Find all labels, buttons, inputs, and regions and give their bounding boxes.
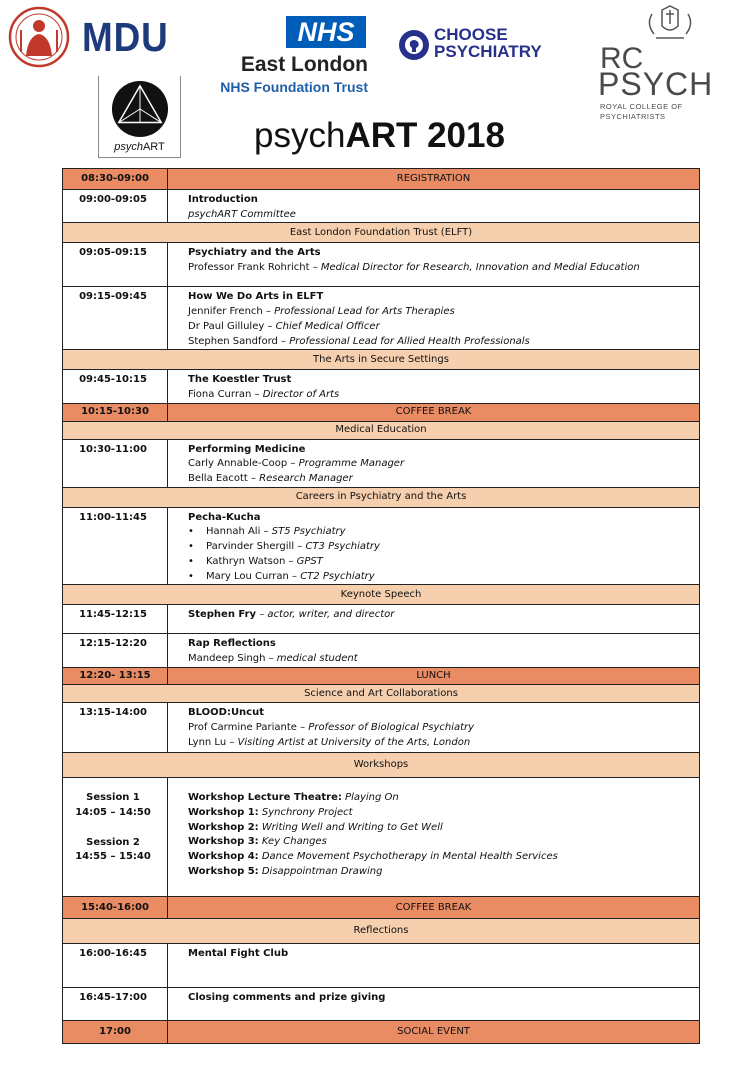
event-speaker: [188, 652, 695, 667]
session-times-cell: [63, 778, 168, 897]
event-title: Psychiatry and the Arts: [188, 247, 321, 259]
section-header-label: Science and Art Collaborations: [63, 685, 700, 703]
event-cell: [168, 439, 700, 487]
page-title-prefix: psych: [254, 116, 346, 155]
event-cell: [168, 634, 700, 668]
schedule-row-mental-fight-club: [63, 944, 700, 988]
speaker-role: medical student: [276, 652, 358, 664]
section-header-label: The Arts in Secure Settings: [63, 350, 700, 370]
elft-logo-name: East London: [240, 53, 368, 76]
event-title: Mental Fight Club: [188, 948, 289, 960]
speaker-name: Hannah Ali –: [206, 526, 272, 538]
session-1-time: 14:05 – 14:50: [75, 806, 151, 818]
speaker-role: GPST: [296, 555, 323, 567]
section-header-secure-settings: [63, 350, 700, 370]
speaker-name: Carly Annable-Coop –: [188, 458, 299, 470]
schedule-row-stephen-fry: [63, 605, 700, 634]
section-header-science-art: [63, 685, 700, 703]
speaker-role: Research Manager: [259, 473, 353, 485]
rcpsych-logo-psych: PSYCH: [598, 66, 714, 102]
workshop-label: Workshop 4:: [188, 851, 259, 863]
schedule-table: [62, 168, 700, 1044]
time-cell: 09:15-09:45: [63, 287, 168, 350]
event-speaker: psychART Committee: [188, 208, 296, 220]
schedule-row-how-we-do-arts: [63, 287, 700, 350]
speaker-role: CT3 Psychiatry: [305, 541, 380, 553]
speaker-name: Bella Eacott –: [188, 473, 260, 485]
event-speaker: [188, 305, 695, 320]
time-cell: 11:45-12:15: [63, 605, 168, 634]
time-cell: 09:00-09:05: [63, 190, 168, 223]
schedule-row-rap-reflections: [63, 634, 700, 668]
event-cell: [168, 507, 700, 585]
schedule-row-registration: [63, 169, 700, 190]
workshop-item: [188, 821, 695, 836]
schedule-row-blood-uncut: [63, 703, 700, 753]
event-title: BLOOD:Uncut: [188, 707, 265, 719]
choose-psychiatry-logo-text: [434, 26, 542, 60]
rcpsych-logo-subtitle: [600, 102, 700, 122]
bullet-item: [188, 555, 695, 570]
event-speaker: [188, 261, 695, 276]
page-title: [254, 116, 505, 156]
event-label: COFFEE BREAK: [168, 403, 700, 421]
psychart-emblem-icon: [111, 80, 169, 138]
schedule-row-introduction: [63, 190, 700, 223]
speaker-role: Professional Lead for Arts Therapies: [274, 306, 455, 318]
schedule-row-pecha-kucha: [63, 507, 700, 585]
event-title: How We Do Arts in ELFT: [188, 291, 324, 303]
event-label: REGISTRATION: [168, 169, 700, 190]
workshop-title: Disappointman Drawing: [258, 865, 383, 877]
workshop-title: Playing On: [341, 792, 399, 804]
speaker-name: Mary Lou Curran –: [206, 570, 301, 582]
event-title: Pecha-Kucha: [188, 511, 261, 523]
time-cell: 16:45-17:00: [63, 988, 168, 1021]
event-title: The Koestler Trust: [188, 374, 292, 386]
session-spacer: [63, 821, 163, 836]
workshop-title: Dance Movement Psychotherapy in Mental Health Services: [258, 851, 558, 863]
event-cell: [168, 370, 700, 403]
section-header-label: East London Foundation Trust (ELFT): [63, 223, 700, 243]
schedule-row-psychiatry-arts: [63, 243, 700, 287]
event-title: Stephen Fry: [188, 609, 257, 621]
psychart-logo-label-prefix: psych: [114, 141, 143, 153]
workshop-label: Workshop 3:: [188, 836, 259, 848]
schedule-row-lunch: [63, 668, 700, 685]
rcpsych-subtitle-line2: PSYCHIATRISTS: [600, 112, 666, 121]
psychart-logo: [98, 76, 181, 158]
event-title: Performing Medicine: [188, 443, 306, 455]
time-cell: 11:00-11:45: [63, 507, 168, 585]
schedule-row-koestler-trust: [63, 370, 700, 403]
section-header-reflections: [63, 919, 700, 944]
event-label: SOCIAL EVENT: [168, 1021, 700, 1044]
speaker-role: Professor of Biological Psychiatry: [308, 721, 475, 733]
section-header-label: Medical Education: [63, 421, 700, 439]
speaker-role: Professional Lead for Allied Health Professionals: [289, 335, 530, 347]
speaker-role: Visiting Artist at University of the Arts, London: [237, 736, 471, 748]
elft-logo-subtitle: NHS Foundation Trust: [220, 79, 368, 95]
section-header-careers: [63, 487, 700, 507]
event-cell: [168, 243, 700, 287]
workshop-item: [188, 791, 695, 806]
speaker-name: Kathryn Watson –: [206, 555, 297, 567]
rcpsych-subtitle-line1: ROYAL COLLEGE OF: [600, 102, 683, 111]
speaker-name: Dr Paul Gilluley –: [188, 320, 276, 332]
schedule-row-performing-medicine: [63, 439, 700, 487]
event-speaker: [188, 472, 695, 487]
event-speaker: [188, 388, 695, 403]
schedule-row-coffee-break: [63, 403, 700, 421]
event-title: Closing comments and prize giving: [188, 992, 386, 1004]
speaker-role: Medical Director for Research, Innovation and Medial Education: [320, 262, 640, 274]
speaker-name: Fiona Curran –: [188, 388, 263, 400]
event-label: LUNCH: [168, 668, 700, 685]
bullet-item: [188, 570, 695, 585]
workshop-label: Workshop 5:: [188, 865, 259, 877]
schedule-row-social-event: [63, 1021, 700, 1044]
rcpsych-logo-rc: RC: [600, 42, 644, 75]
event-cell: [168, 605, 700, 634]
choose-psychiatry-line2: PSYCHIATRY: [434, 42, 542, 61]
session-1-label: Session 1: [86, 792, 140, 804]
mdu-logo-text: MDU: [82, 14, 169, 60]
workshop-title: Key Changes: [258, 836, 327, 848]
speaker-role: CT2 Psychiatry: [300, 570, 375, 582]
speaker-name: Mandeep Singh –: [188, 652, 277, 664]
bullet-item: [188, 525, 695, 540]
section-header-workshops: [63, 753, 700, 778]
event-title: Rap Reflections: [188, 638, 276, 650]
event-title: Introduction: [188, 194, 258, 205]
time-cell: 10:30-11:00: [63, 439, 168, 487]
schedule-row-closing: [63, 988, 700, 1021]
event-cell: [168, 287, 700, 350]
schedule-row-workshops: [63, 778, 700, 897]
workshop-item: [188, 835, 695, 850]
speaker-name: Prof Carmine Pariante –: [188, 721, 309, 733]
workshop-item: [188, 850, 695, 865]
time-cell: 12:20- 13:15: [63, 668, 168, 685]
bullet-item: [188, 540, 695, 555]
speaker-name: Professor Frank Rohricht –: [188, 262, 321, 274]
workshop-title: Synchrony Project: [258, 806, 353, 818]
section-header-medical-education: [63, 421, 700, 439]
section-header-elft: [63, 223, 700, 243]
speaker-name: Jennifer French –: [188, 306, 275, 318]
workshop-item: [188, 806, 695, 821]
event-cell: [168, 703, 700, 753]
section-header-label: Careers in Psychiatry and the Arts: [63, 487, 700, 507]
event-label: COFFEE BREAK: [168, 897, 700, 919]
workshop-label: Workshop 2:: [188, 821, 259, 833]
speaker-role: ST5 Psychiatry: [271, 526, 346, 538]
event-speaker: [188, 320, 695, 335]
choose-psychiatry-icon: [398, 29, 430, 61]
workshop-item: [188, 865, 695, 880]
event-cell: [168, 988, 700, 1021]
section-header-label: Workshops: [63, 753, 700, 778]
psychart-logo-label: [99, 141, 180, 153]
time-cell: 13:15-14:00: [63, 703, 168, 753]
time-cell: 10:15-10:30: [63, 403, 168, 421]
section-header-keynote: [63, 585, 700, 605]
workshop-label: Workshop Lecture Theatre:: [188, 792, 342, 804]
choose-psychiatry-line1: CHOOSE: [434, 25, 508, 44]
speaker-role: Programme Manager: [298, 458, 405, 470]
speaker-name: Stephen Sandford –: [188, 335, 290, 347]
event-title-line: [188, 608, 695, 623]
nhs-logo: NHS: [286, 16, 366, 48]
event-cell: [168, 190, 700, 223]
section-header-label: Keynote Speech: [63, 585, 700, 605]
mdu-seal-logo: [8, 6, 70, 68]
workshop-label: Workshop 1:: [188, 806, 259, 818]
time-cell: 15:40-16:00: [63, 897, 168, 919]
section-header-label: Reflections: [63, 919, 700, 944]
time-cell: 16:00-16:45: [63, 944, 168, 988]
psychart-logo-label-suffix: ART: [142, 141, 165, 153]
time-cell: 09:45-10:15: [63, 370, 168, 403]
session-2-time: 14:55 – 15:40: [75, 851, 151, 863]
session-2-label: Session 2: [86, 836, 140, 848]
speaker-name: Lynn Lu –: [188, 736, 238, 748]
event-cell: [168, 944, 700, 988]
event-speaker: [188, 457, 695, 472]
time-cell: 12:15-12:20: [63, 634, 168, 668]
rcpsych-crest-icon: [640, 4, 700, 56]
time-cell: 17:00: [63, 1021, 168, 1044]
event-speaker: [188, 721, 695, 736]
event-speaker: [188, 335, 695, 350]
time-cell: 09:05-09:15: [63, 243, 168, 287]
speaker-name: Parvinder Shergill –: [206, 541, 306, 553]
speaker-role: Chief Medical Officer: [275, 320, 380, 332]
workshop-title: Writing Well and Writing to Get Well: [258, 821, 443, 833]
event-speaker: [188, 736, 695, 751]
speaker-role: – actor, writer, and director: [256, 609, 395, 621]
page-title-bold: ART 2018: [345, 116, 505, 155]
schedule-row-coffee-break-2: [63, 897, 700, 919]
speaker-role: Director of Arts: [262, 388, 340, 400]
time-cell: 08:30-09:00: [63, 169, 168, 190]
workshops-cell: [168, 778, 700, 897]
